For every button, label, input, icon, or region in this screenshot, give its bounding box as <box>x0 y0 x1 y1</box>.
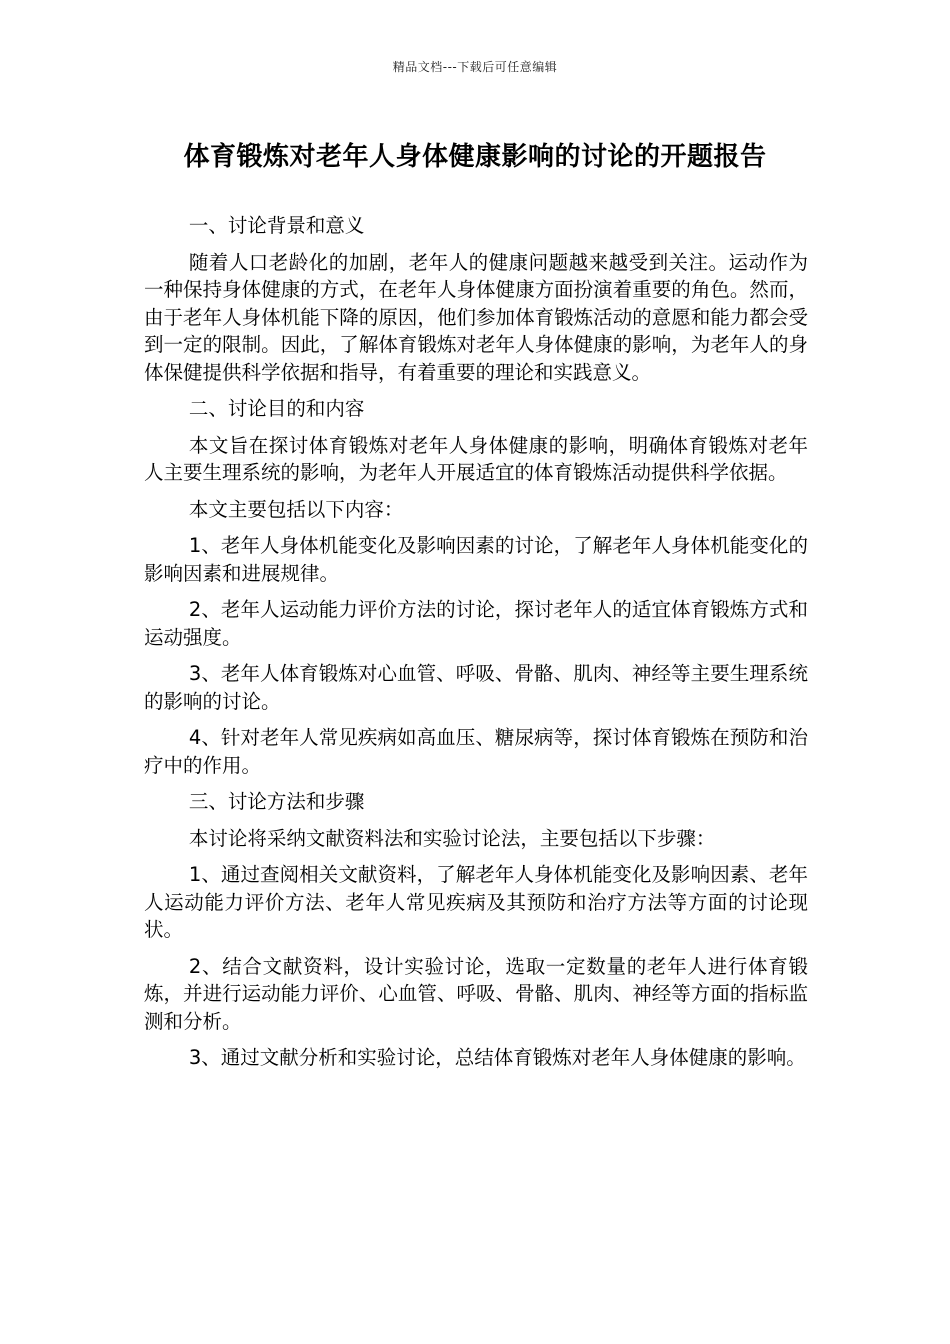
section-heading-background: 一、讨论背景和意义 <box>188 214 365 237</box>
paragraph-purpose: 本文旨在探讨体育锻炼对老年人身体健康的影响，明确体育锻炼对老年人主要生理系统的影响，为老年人开展适宜的体育锻炼活动提供科学依据。 <box>144 433 808 484</box>
document-body <box>144 212 808 1081</box>
section-heading-purpose: 二、讨论目的和内容 <box>188 397 365 420</box>
list-item-step-3: 3、通过文献分析和实验讨论，总结体育锻炼对老年人身体健康的影响。 <box>188 1046 806 1069</box>
list-item-content-4: 4、针对老年人常见疾病如高血压、糖尿病等，探讨体育锻炼在预防和治疗中的作用。 <box>144 726 808 777</box>
section-heading-methods: 三、讨论方法和步骤 <box>188 790 365 813</box>
paragraph-background: 随着人口老龄化的加剧，老年人的健康问题越来越受到关注。运动作为一种保持身体健康的方式，在老年人身体健康方面扮演着重要的角色。然而，由于老年人身体机能下降的原因，他们参加体育锻炼活动的意愿和能力都会受到一定的限制。因此，了解体育锻炼对老年人身体健康的影响，为老年人的身体保健提供科学依据和指导，有着重要的理论和实践意义。 <box>144 250 808 384</box>
document-title: 体育锻炼对老年人身体健康影响的讨论的开题报告 <box>183 142 767 172</box>
list-item-content-1: 1、老年人身体机能变化及影响因素的讨论，了解老年人身体机能变化的影响因素和进展规律。 <box>144 534 808 585</box>
paragraph-content-intro: 本文主要包括以下内容： <box>188 497 404 521</box>
paragraph-methods-intro: 本讨论将采纳文献资料法和实验讨论法，主要包括以下步骤： <box>188 826 716 850</box>
header-note: 精品文档---下载后可任意编辑 <box>392 60 558 74</box>
list-item-content-2: 2、老年人运动能力评价方法的讨论，探讨老年人的适宜体育锻炼方式和运动强度。 <box>144 598 808 649</box>
list-item-step-2: 2、结合文献资料，设计实验讨论，选取一定数量的老年人进行体育锻炼，并进行运动能力评价、心血管、呼吸、骨骼、肌肉、神经等方面的指标监测和分析。 <box>144 954 808 1033</box>
list-item-content-3: 3、老年人体育锻炼对心血管、呼吸、骨骼、肌肉、神经等主要生理系统的影响的讨论。 <box>144 662 808 713</box>
list-item-step-1: 1、通过查阅相关文献资料，了解老年人身体机能变化及影响因素、老年人运动能力评价方法、老年人常见疾病及其预防和治疗方法等方面的讨论现状。 <box>144 863 808 941</box>
